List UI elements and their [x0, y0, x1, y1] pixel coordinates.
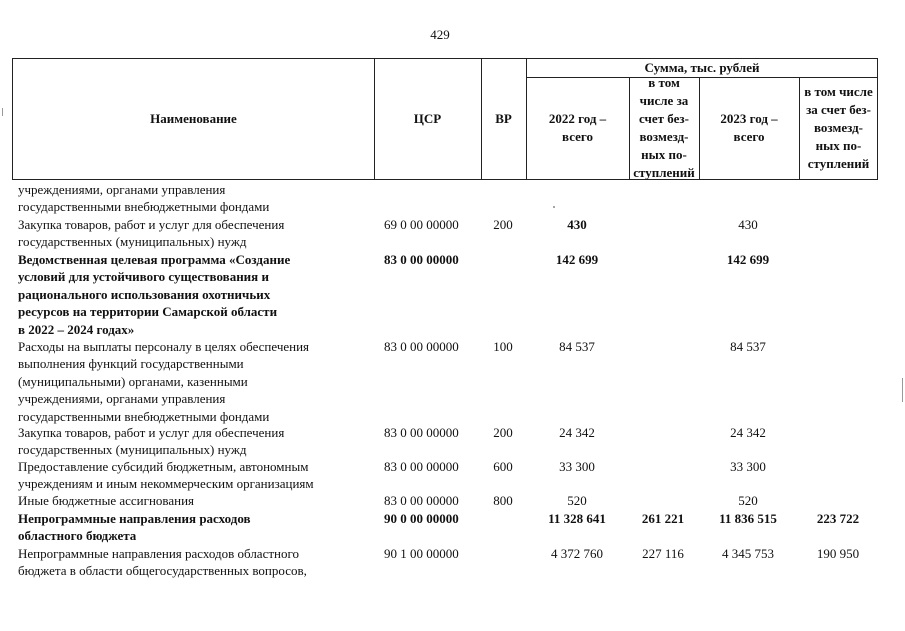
row-2022-total: 430 — [567, 217, 587, 232]
row-vr: 800 — [493, 493, 513, 508]
row-csr: 83 0 00 00000 — [384, 252, 459, 267]
header-2022-total: 2022 год – всего — [548, 111, 607, 144]
row-vr: 200 — [493, 217, 513, 232]
row-2023-total: 84 537 — [730, 339, 766, 354]
row-2023-total: 142 699 — [726, 252, 770, 267]
header-csr: ЦСР — [413, 111, 442, 126]
row-csr: 90 0 00 00000 — [384, 511, 459, 526]
row-2022-free-receipts: 261 221 — [641, 511, 685, 526]
scan-speck — [553, 206, 555, 208]
row-2022-total: 4 372 760 — [551, 546, 603, 561]
row-csr: 83 0 00 00000 — [384, 339, 459, 354]
row-csr: 90 1 00 00000 — [384, 546, 459, 561]
row-name: Непрограммные направления расходов областного бюджета — [18, 511, 251, 544]
row-name: Расходы на выплаты персоналу в целях обеспечения выполнения функций государственными (муниципальными) органами, казенными учреждениями, органами управления государственными внебюджетными фондами — [18, 339, 310, 424]
row-2022-total: 84 537 — [559, 339, 595, 354]
row-2023-total: 4 345 753 — [722, 546, 774, 561]
row-2023-free-receipts: 223 722 — [816, 511, 860, 526]
header-2022-free-receipts: в том числе за счет без-возмезд-ных по-ступлений — [633, 75, 695, 180]
page-number: 429 — [430, 27, 450, 42]
row-name: Ведомственная целевая программа «Создание условий для устойчивого существования и рационального использования охотничьих ресурсов на территории Самарской области в 2022 – 2024 годах» — [18, 252, 291, 337]
row-name: Иные бюджетные ассигнования — [18, 493, 195, 508]
header-name: Наименование — [150, 111, 237, 126]
scan-edge-mark — [902, 378, 903, 402]
row-vr: 600 — [493, 459, 513, 474]
table-header — [12, 58, 878, 180]
row-name: Предоставление субсидий бюджетным, автономным учреждениям и иным некоммерческим организациям — [18, 459, 314, 492]
scan-edge-mark — [2, 108, 3, 116]
row-csr: 83 0 00 00000 — [384, 425, 459, 440]
row-2022-free-receipts: 227 116 — [642, 546, 684, 561]
row-name: Непрограммные направления расходов областного бюджета в области общегосударственных вопросов, — [18, 546, 307, 579]
row-2022-total: 520 — [567, 493, 587, 508]
row-2023-total: 24 342 — [730, 425, 766, 440]
header-sum: Сумма, тыс. рублей — [644, 60, 760, 75]
row-name: Закупка товаров, работ и услуг для обеспечения государственных (муниципальных) нужд — [18, 217, 285, 250]
row-2022-total: 33 300 — [559, 459, 595, 474]
row-2023-total: 11 836 515 — [719, 511, 777, 526]
row-2022-total: 142 699 — [555, 252, 599, 267]
row-2022-total: 11 328 641 — [548, 511, 606, 526]
row-vr: 100 — [493, 339, 513, 354]
row-csr: 83 0 00 00000 — [384, 459, 459, 474]
header-vr: ВР — [495, 111, 512, 126]
row-2023-free-receipts: 190 950 — [816, 546, 860, 561]
row-name: Закупка товаров, работ и услуг для обеспечения государственных (муниципальных) нужд — [18, 425, 285, 458]
row-2023-total: 430 — [738, 217, 758, 232]
row-2023-total: 520 — [738, 493, 758, 508]
row-name: учреждениями, органами управления государственными внебюджетными фондами — [18, 182, 270, 215]
header-2023-free-receipts: в том числе за счет без-возмезд-ных по-ступлений — [804, 84, 873, 171]
row-2022-total: 24 342 — [559, 425, 595, 440]
header-2023-total: 2023 год – всего — [720, 111, 778, 144]
row-vr: 200 — [493, 425, 513, 440]
row-2023-total: 33 300 — [730, 459, 766, 474]
row-csr: 83 0 00 00000 — [384, 493, 459, 508]
row-csr: 69 0 00 00000 — [384, 217, 459, 232]
